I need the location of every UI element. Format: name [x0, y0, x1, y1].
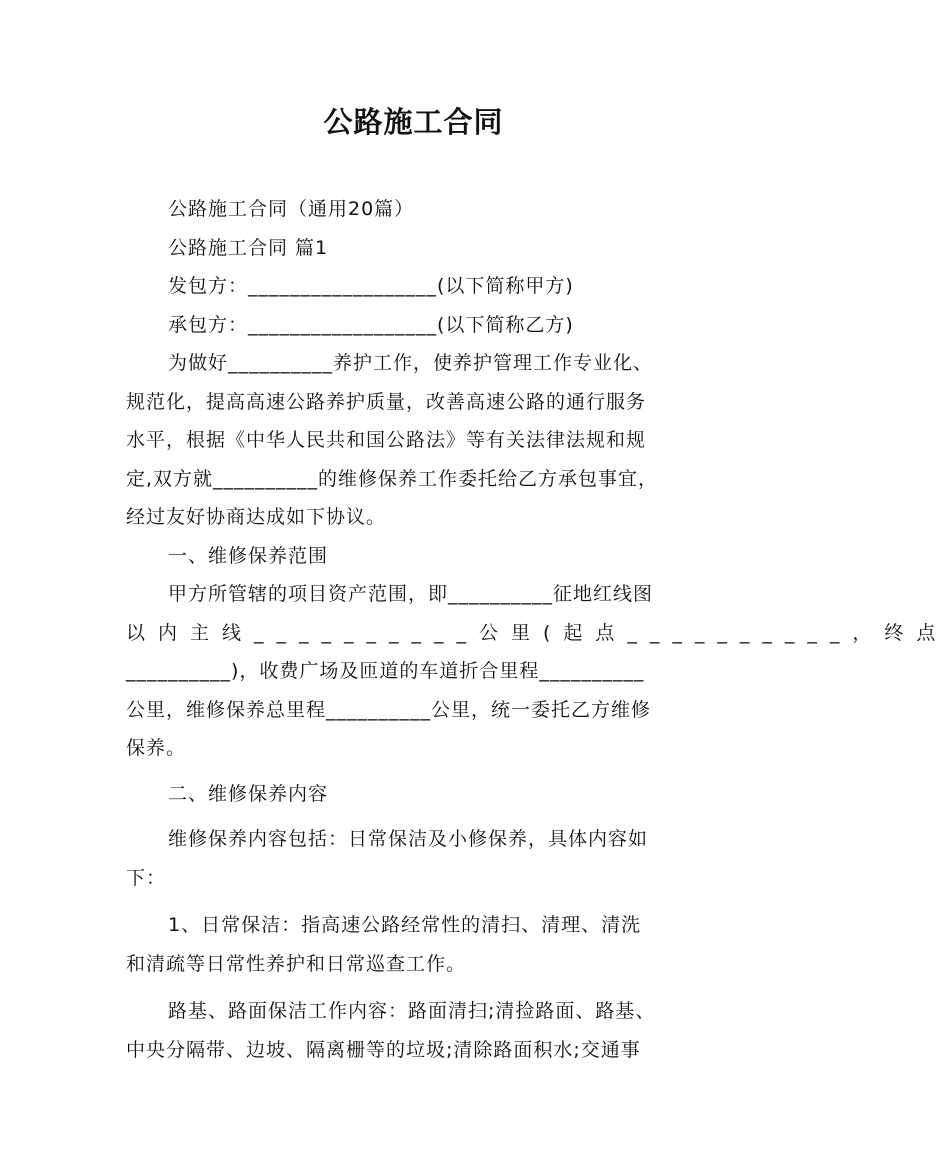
- document-body: [126, 190, 948, 1069]
- doc-line: 定,双方就__________的维修保养工作委托给乙方承包事宜，: [126, 467, 659, 490]
- doc-line: __________)，收费广场及匝道的车道折合里程__________: [126, 660, 645, 682]
- doc-line: 发包方：__________________(以下简称甲方): [168, 275, 574, 297]
- doc-line: 1、日常保洁：指高速公路经常性的清扫、清理、清洗: [168, 914, 642, 936]
- doc-line: 甲方所管辖的项目资产范围，即__________征地红线图: [168, 583, 654, 605]
- doc-line: 承包方：__________________(以下简称乙方): [168, 313, 574, 336]
- doc-line: 中央分隔带、边坡、隔离栅等的垃圾;清除路面积水;交通事: [126, 1038, 641, 1061]
- section-heading: 一、维修保养范围: [168, 544, 329, 567]
- doc-line: 规范化，提高高速公路养护质量，改善高速公路的通行服务: [126, 390, 647, 413]
- doc-line: 维修保养内容包括：日常保洁及小修保养，具体内容如: [168, 828, 649, 850]
- doc-line: 以内主线__________公里(起点__________，终点: [126, 621, 948, 644]
- doc-line: 公路施工合同（通用20篇）: [168, 198, 415, 220]
- doc-line: 下：: [126, 866, 167, 889]
- doc-line: 水平，根据《中华人民共和国公路法》等有关法律法规和规: [126, 429, 647, 451]
- doc-line: 公路施工合同 篇1: [168, 236, 329, 259]
- doc-line: 路基、路面保洁工作内容：路面清扫;清捡路面、路基、: [168, 1000, 656, 1022]
- doc-line: 和清疏等日常性养护和日常巡查工作。: [126, 952, 467, 975]
- doc-line: 公里，维修保养总里程__________公里，统一委托乙方维修: [126, 698, 652, 721]
- doc-line: 保养。: [126, 737, 187, 759]
- section-heading: 二、维修保养内容: [168, 782, 329, 805]
- doc-line: 经过友好协商达成如下协议。: [126, 506, 387, 528]
- document-title: 公路施工合同: [323, 105, 504, 139]
- doc-line: 为做好__________养护工作，使养护管理工作专业化、: [168, 352, 654, 374]
